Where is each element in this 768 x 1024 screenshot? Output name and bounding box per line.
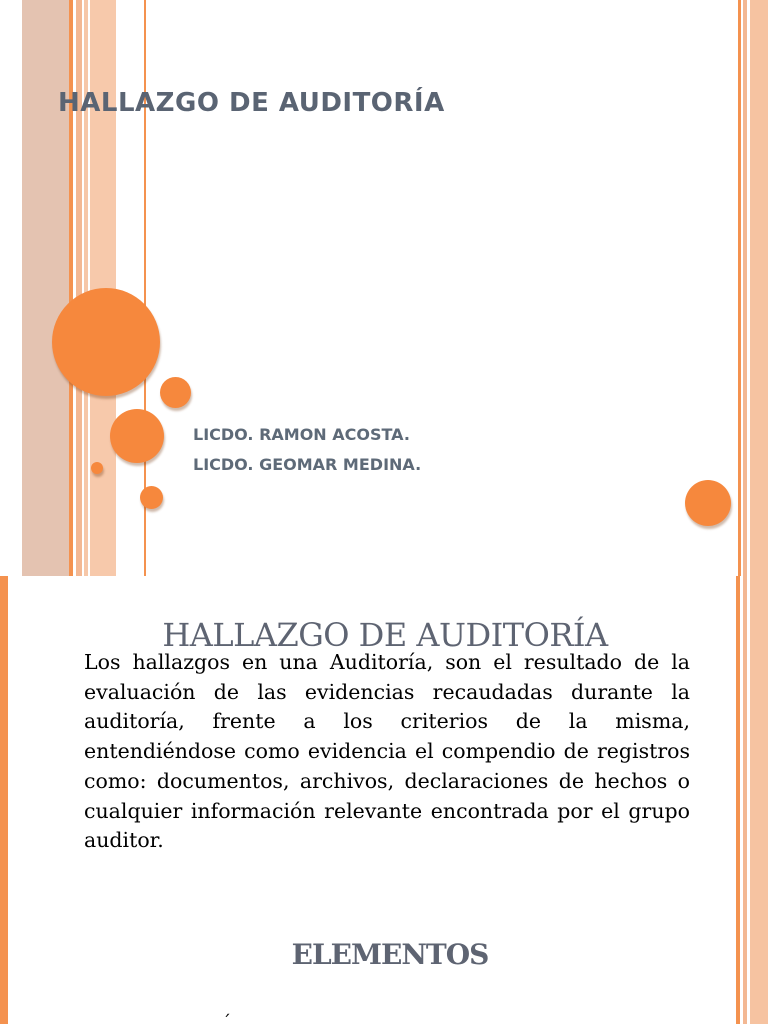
decor-stripe-left	[84, 0, 88, 576]
decor-circle	[52, 288, 160, 396]
content-slide	[0, 576, 768, 1024]
decor-stripe-right	[738, 0, 741, 576]
decor-circle	[685, 480, 731, 526]
decor-circle	[160, 377, 191, 408]
decor-circle	[110, 409, 164, 463]
decor-stripe-left	[22, 0, 69, 576]
decor-stripe-left	[76, 0, 82, 576]
slide-title: HALLAZGO DE AUDITORÍA	[58, 88, 445, 118]
author-name: LICDO. GEOMAR MEDINA.	[193, 455, 422, 474]
decor-stripe-right	[750, 0, 768, 576]
cut-off-text: ´	[222, 1012, 231, 1024]
decor-circle	[91, 462, 103, 474]
author-name: LICDO. RAMON ACOSTA.	[193, 425, 410, 444]
author-list	[193, 420, 421, 480]
slide-title: HALLAZGO DE AUDITORÍA	[162, 616, 608, 654]
definition-paragraph: Los hallazgos en una Auditoría, son el resultado de la evaluación de las evidencias recaudadas durante la auditoría, frente a los criterios de la misma, entendiéndose como evidencia el compendio de registros como: documentos, archivos, declaraciones de hechos o cualquier información relevante encontrada por el grupo auditor.	[84, 650, 690, 853]
section-heading: ELEMENTOS	[291, 938, 489, 971]
decor-stripe-left	[69, 0, 73, 576]
decor-circle	[140, 486, 163, 509]
decor-stripe-right	[743, 0, 747, 576]
